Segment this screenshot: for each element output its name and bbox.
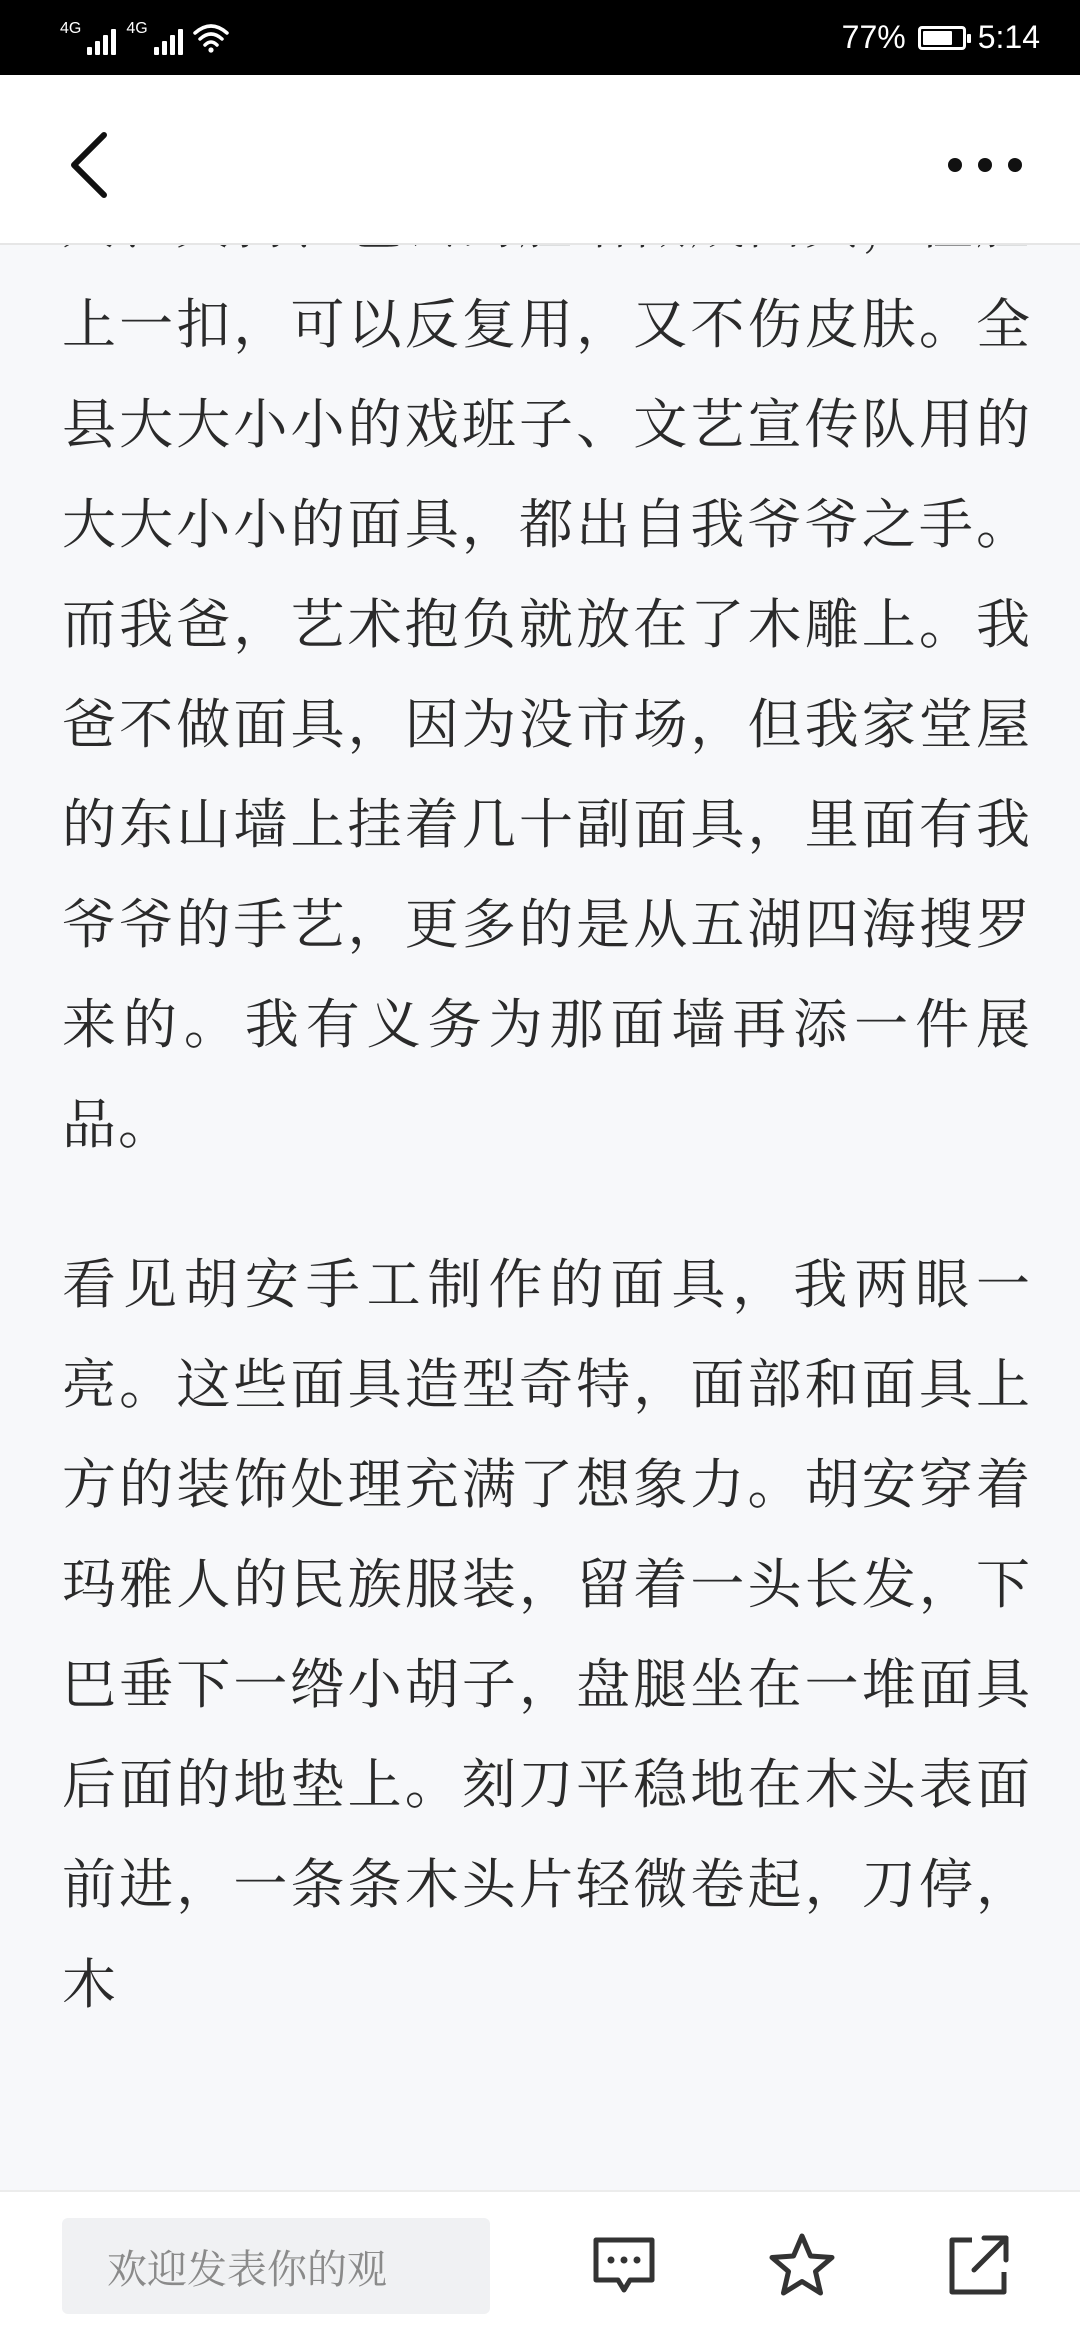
bottom-action-bar — [0, 2190, 1080, 2340]
article-paragraph: 看见胡安手工制作的面具，我两眼一亮。这些面具造型奇特，面部和面具上方的装饰处理充满了想象力。胡安穿着玛雅人的民族服装，留着一头长发，下巴垂下一绺小胡子，盘腿坐在一堆面具后面的地垫上。刻刀平稳地在木头表面前进，一条条木头片轻微卷起，刀停，木 — [62, 1253, 1032, 2016]
share-button[interactable] — [942, 2230, 1014, 2302]
more-horizontal-icon — [978, 158, 992, 172]
clock: 5:14 — [977, 19, 1040, 55]
signal-2 — [126, 21, 182, 55]
signal-bars-icon — [154, 27, 183, 55]
battery-percent: 77% — [841, 19, 906, 55]
more-horizontal-icon — [948, 158, 962, 172]
signal-bars-icon — [87, 27, 116, 55]
top-app-bar — [0, 75, 1080, 245]
network-type-1: 4G — [60, 19, 82, 37]
more-horizontal-icon — [1008, 158, 1022, 172]
share-icon — [942, 2230, 1014, 2302]
article-body[interactable] — [0, 245, 1080, 2190]
status-left — [60, 21, 229, 55]
back-button[interactable] — [60, 127, 120, 203]
star-icon — [766, 2230, 838, 2302]
battery-icon — [918, 26, 966, 50]
comment-button[interactable] — [588, 2230, 660, 2302]
article-text — [62, 175, 1032, 2035]
battery-fill — [923, 31, 952, 45]
article-paragraph: 上一扣，可以反复用，又不伤皮肤。全县大大小小的戏班子、文艺宣传队用的大大小小的面具，都出自我爷爷之手。而我爸，艺术抱负就放在了木雕上。我爸不做面具，因为没市场，但我家堂屋的东山墙上挂着几十副面具，里面有我爷爷的手艺，更多的是从五湖四海搜罗来的。我有义务为那面墙再添一件展品。 — [62, 293, 1032, 1156]
signal-1 — [60, 21, 116, 55]
comment-input[interactable]: 欢迎发表你的观 — [62, 2218, 490, 2314]
status-right — [842, 19, 1040, 56]
favorite-button[interactable] — [766, 2230, 838, 2302]
status-bar — [0, 0, 1080, 75]
chevron-left-icon — [60, 127, 120, 203]
more-options-button[interactable] — [948, 145, 1022, 185]
network-type-2: 4G — [126, 19, 148, 37]
comment-icon — [588, 2230, 660, 2302]
wifi-icon — [193, 23, 229, 53]
